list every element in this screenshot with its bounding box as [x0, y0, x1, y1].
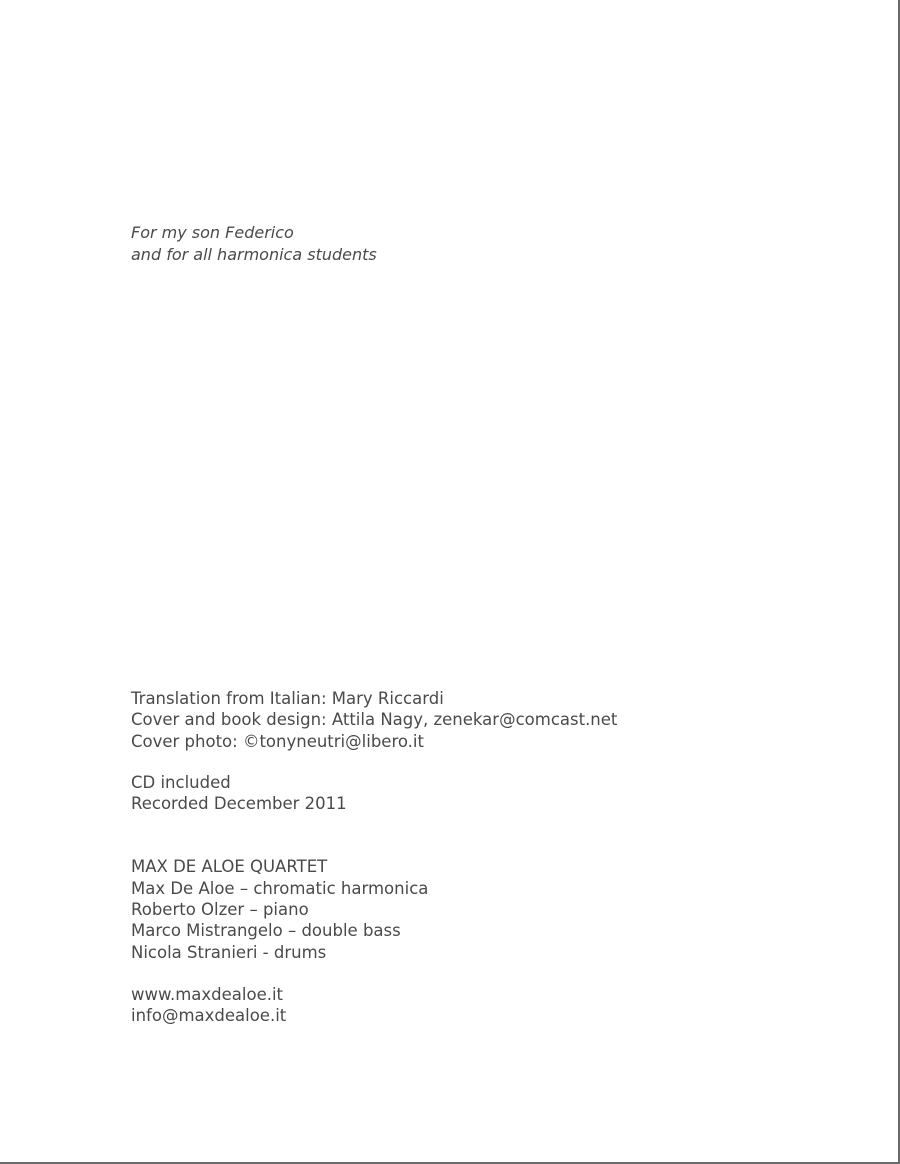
quartet-member: Marco Mistrangelo – double bass: [131, 921, 401, 941]
quartet-member: Max De Aloe – chromatic harmonica: [131, 878, 429, 898]
recording-date: Recorded December 2011: [131, 794, 347, 814]
quartet-name: MAX DE ALOE QUARTET: [131, 857, 328, 877]
design-credit: Cover and book design: Attila Nagy, zenekar@comcast.net: [131, 710, 618, 730]
dedication-line-2: and for all harmonica students: [131, 245, 377, 264]
cd-note: CD included: [131, 772, 231, 792]
website-link[interactable]: www.maxdealoe.it: [131, 984, 284, 1004]
email-link[interactable]: info@maxdealoe.it: [131, 1006, 287, 1026]
photo-credit: Cover photo: ©tonyneutri@libero.it: [131, 731, 424, 751]
dedication: [131, 222, 377, 266]
dedication-line-1: For my son Federico: [131, 223, 294, 242]
credits-block: [131, 688, 617, 1027]
translation-credit: Translation from Italian: Mary Riccardi: [131, 689, 444, 708]
quartet-member: Roberto Olzer – piano: [131, 900, 309, 920]
quartet-member: Nicola Stranieri - drums: [131, 942, 327, 962]
